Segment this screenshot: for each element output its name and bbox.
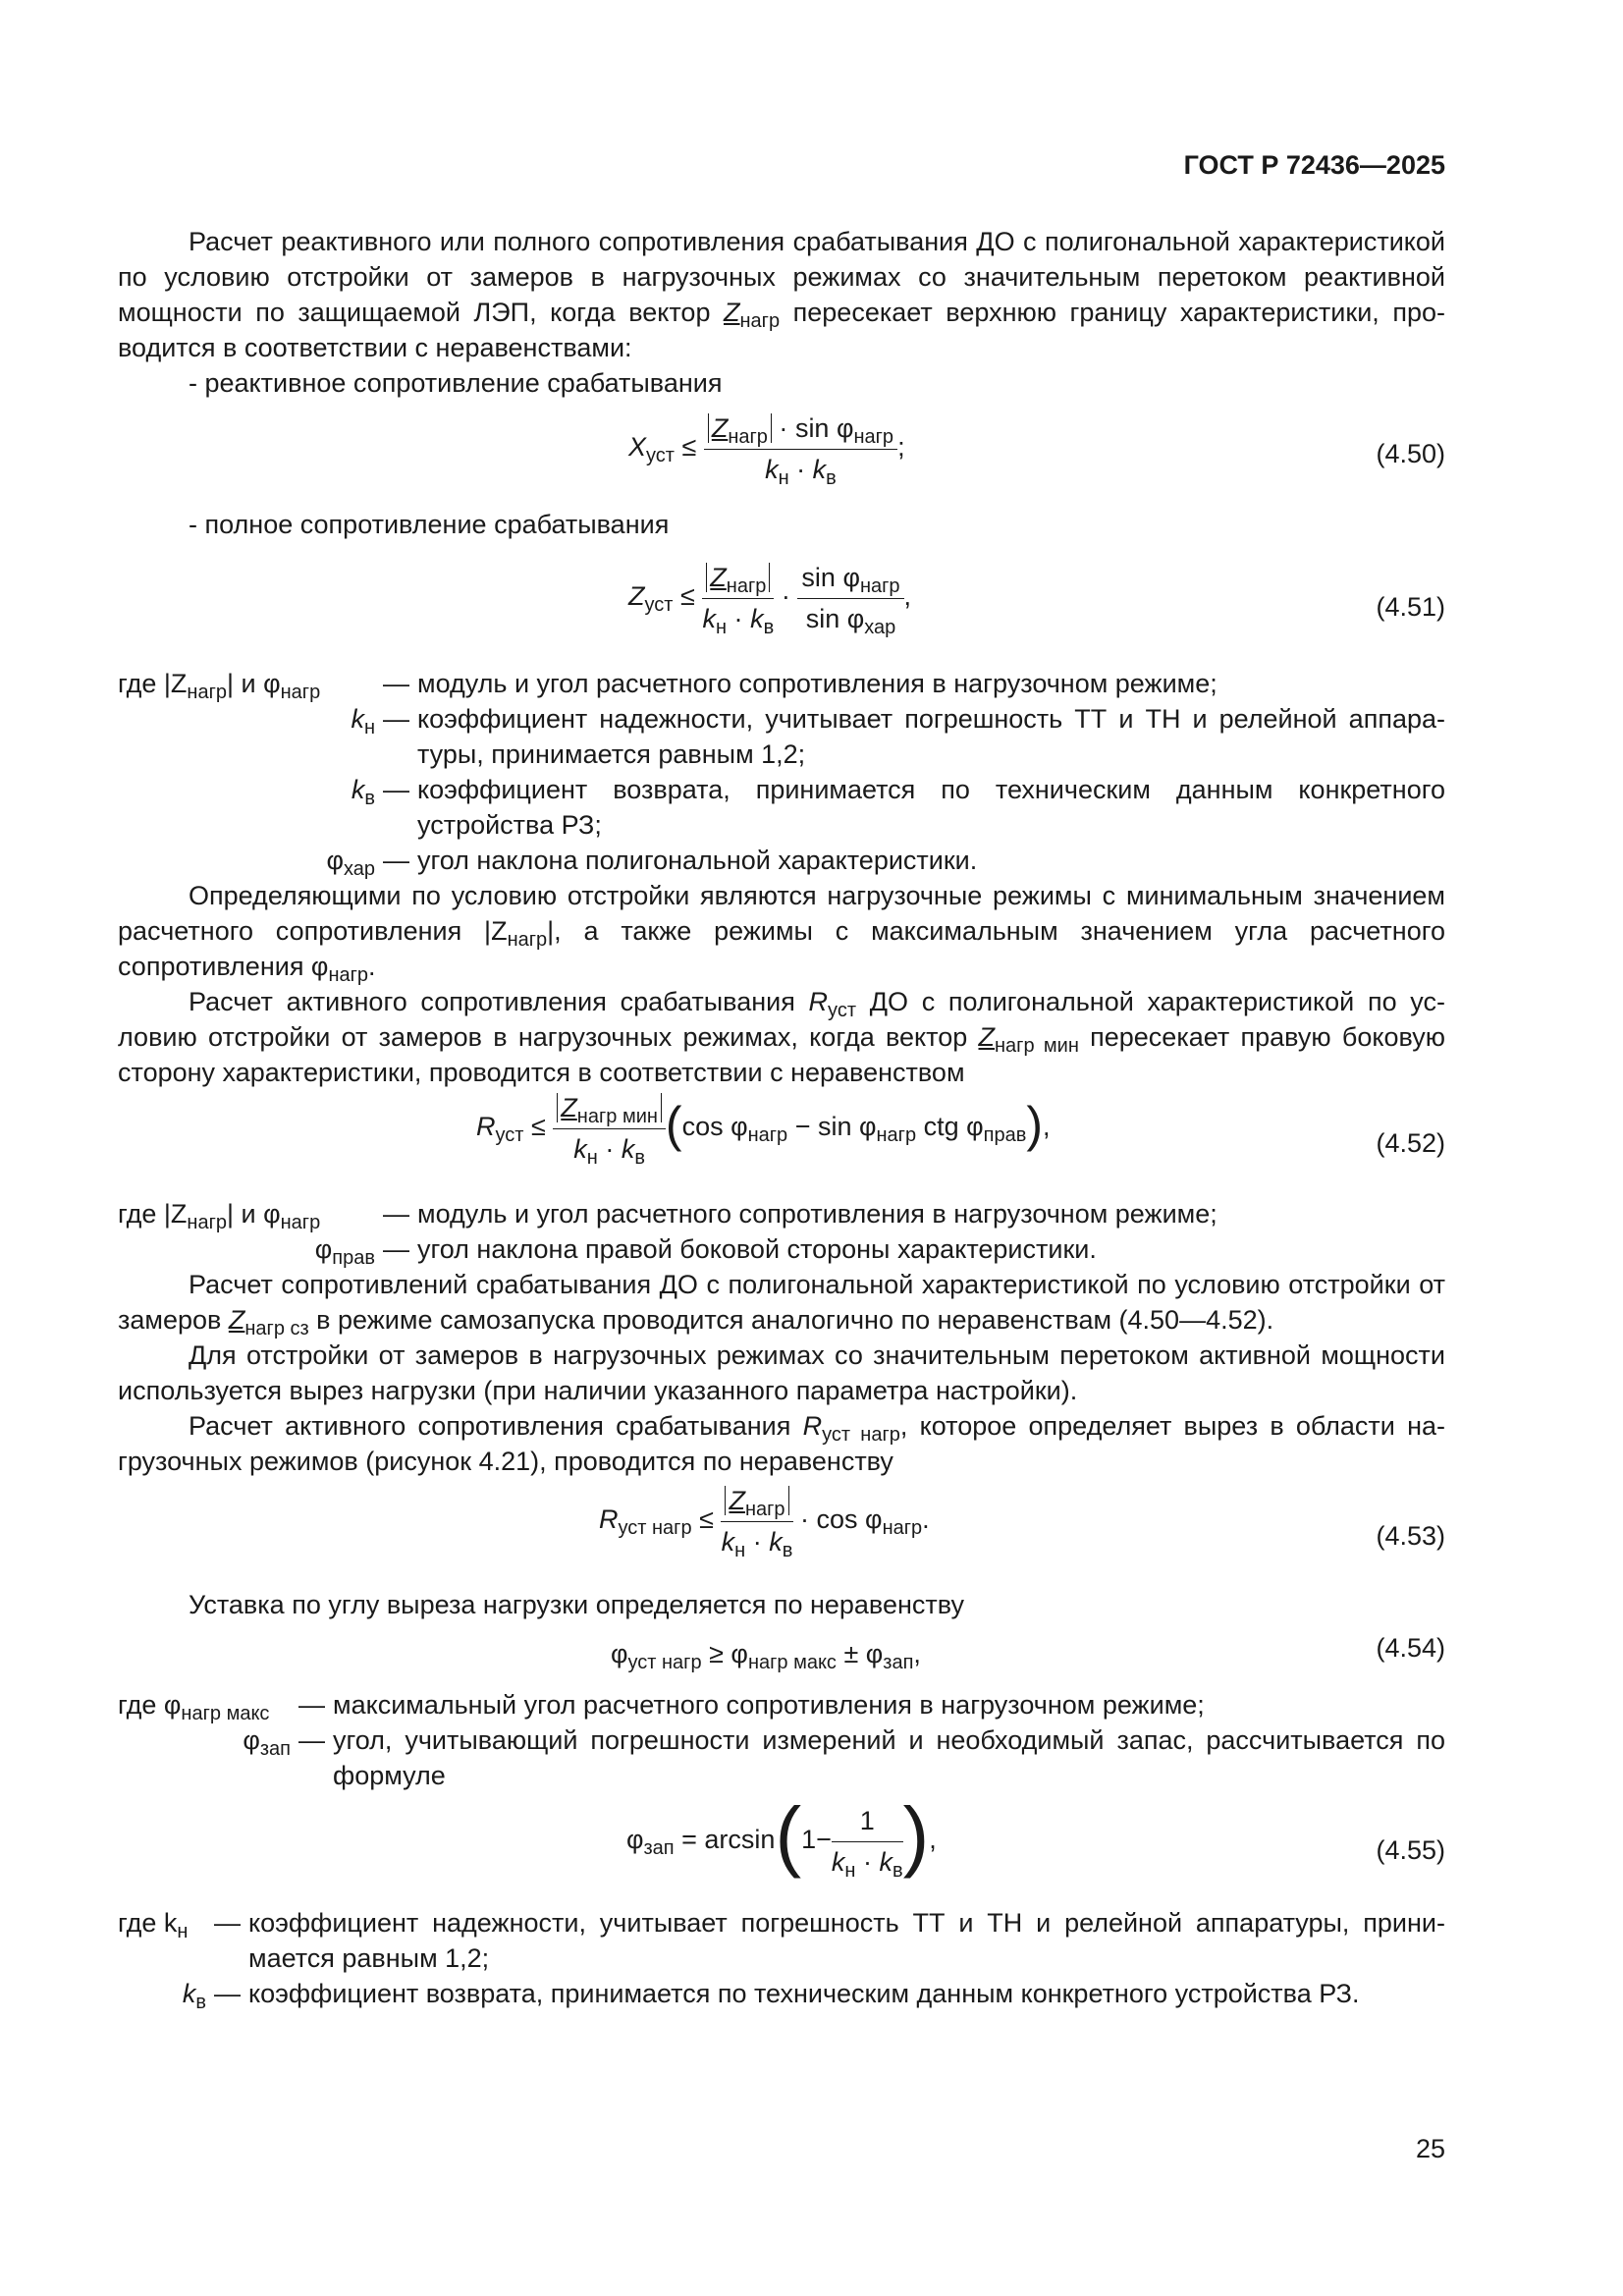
text-run: 1− [801, 1825, 832, 1855]
symbol: k [831, 1847, 845, 1877]
dash: — [298, 1690, 325, 1720]
denominator [704, 450, 897, 487]
subscript: зап [883, 1652, 914, 1673]
definition-row [118, 1231, 1445, 1267]
subscript: нагр [280, 682, 321, 703]
fraction [704, 410, 897, 487]
definition-row [118, 1976, 1445, 2011]
punctuation: , [929, 1825, 937, 1855]
fraction [832, 1803, 903, 1880]
symbol: k [351, 775, 365, 804]
symbol: φ [626, 1825, 644, 1855]
subscript: нагр [747, 1124, 788, 1147]
denominator [832, 1842, 903, 1880]
definition-term [118, 772, 375, 843]
definition-row [118, 1722, 1445, 1793]
text-run: где φ [118, 1690, 182, 1720]
symbol: k [769, 1527, 783, 1557]
numerator [553, 1090, 666, 1129]
subscript: в [826, 467, 837, 489]
text-run: пересекает верхнюю границу характеристики, проводится в соответствии с неравенствами: [118, 298, 1445, 362]
formula-number: (4.51) [1376, 592, 1445, 622]
symbol: X [628, 432, 647, 463]
subscript: н [177, 1921, 189, 1942]
symbol: k [879, 1847, 893, 1877]
text-run: Расчет сопротивлений срабатывания ДО с полигональной характеристикой по условию отстройки от замеров [118, 1270, 1445, 1335]
subscript: уст [644, 594, 674, 617]
numerator: 1 [832, 1803, 903, 1842]
definition-term [118, 1687, 291, 1722]
definition-text: угол наклона полигональной характеристики. [417, 846, 978, 875]
subscript: нагр сз [244, 1318, 309, 1339]
bracket: ) [1026, 1097, 1043, 1153]
subscript: нагр [507, 929, 548, 951]
definition-row [118, 666, 1445, 701]
symbol: φ [243, 1725, 260, 1755]
denominator [553, 1129, 666, 1167]
definition-text: модуль и угол расчетного сопротивления в нагрузочном режиме; [417, 1199, 1217, 1229]
paragraph-text: Уставка по углу выреза нагрузки определяется по неравенству [189, 1590, 965, 1619]
subscript: нагр [328, 964, 369, 986]
subscript: н [778, 467, 789, 489]
modulus [708, 413, 772, 448]
definition-text: коэффициент возврата, принимается по техническим данным конкретного устройства РЗ; [417, 775, 1445, 840]
function: ctg φ [916, 1112, 984, 1142]
definition-row [118, 1196, 1445, 1231]
numerator [797, 560, 903, 599]
modulus [557, 1093, 662, 1127]
operator: · [733, 604, 743, 633]
subscript: прав [983, 1124, 1027, 1147]
paragraph-item2 [118, 507, 1445, 542]
symbol: φ [326, 846, 344, 875]
function: sin φ [794, 413, 854, 443]
punctuation: . [368, 952, 376, 981]
dash: — [383, 846, 409, 875]
subscript: зап [643, 1837, 675, 1860]
definition-term [118, 843, 375, 878]
punctuation: , [1042, 1112, 1051, 1142]
subscript: уст нагр [822, 1424, 900, 1446]
formula-4-53 [118, 1483, 1445, 1581]
definition-row [118, 1687, 1445, 1722]
text-run: | и φ [227, 669, 281, 698]
definition-row [118, 772, 1445, 843]
subscript: зап [259, 1738, 291, 1760]
bracket: ( [665, 1097, 682, 1153]
definition-term [118, 701, 375, 772]
subscript: в [892, 1860, 903, 1882]
operator: − [787, 1112, 818, 1142]
text-run: Определяющими по условию отстройки являются нагрузочные режимы с минимальным значением расчетного сопротивления |Z [118, 881, 1445, 946]
dash: — [383, 1199, 409, 1229]
subscript: н [586, 1147, 598, 1169]
vector-symbol: Z [724, 298, 740, 327]
formula-number: (4.55) [1376, 1835, 1445, 1865]
dash: — [214, 1908, 241, 1938]
definition-term [118, 1976, 206, 2011]
subscript: хар [864, 617, 896, 638]
paragraph-text [118, 878, 1445, 984]
operator: · [862, 1847, 872, 1877]
subscript: нагр [280, 1212, 321, 1233]
symbol: k [182, 1979, 196, 2008]
function: cos φ [681, 1112, 748, 1142]
definition-row [118, 701, 1445, 772]
definition-term [118, 1722, 291, 1793]
relation: ≤ [681, 432, 697, 463]
text-run: | и φ [227, 1199, 281, 1229]
definition-text: модуль и угол расчетного сопротивления в нагрузочном режиме; [417, 669, 1217, 698]
symbol: R [802, 1411, 823, 1441]
list-item: - реактивное сопротивление срабатывания [189, 368, 723, 398]
definition-text: угол, учитывающий погрешности измерений и необходимый запас, рассчитывается по формуле [333, 1725, 1445, 1790]
symbol: φ [314, 1234, 333, 1264]
page-number: 25 [1415, 2134, 1445, 2163]
dash: — [214, 1979, 241, 2008]
formula-4-54 [118, 1630, 1445, 1679]
vector-symbol: Z [729, 1486, 745, 1515]
subscript: н [715, 617, 728, 638]
dash: — [383, 704, 409, 734]
relation: ≤ [699, 1504, 714, 1535]
subscript: нагр [859, 575, 900, 597]
subscript: уст нагр [627, 1652, 702, 1673]
subscript: в [782, 1540, 793, 1561]
text-run: Расчет активного сопротивления срабатывания [189, 987, 809, 1016]
subscript: нагр [726, 575, 767, 597]
document-header: ГОСТ Р 72436—2025 [1183, 150, 1445, 180]
symbol: k [573, 1134, 587, 1164]
definitions-4 [118, 1905, 1445, 2011]
subscript: н [734, 1540, 746, 1561]
definition-term [118, 1231, 375, 1267]
definition-text: коэффициент надежности, учитывает погрешность ТТ и ТН и релейной аппаратуры, принимается равным 1,2; [248, 1908, 1445, 1973]
definition-text: максимальный угол расчетного сопротивления в нагрузочном режиме; [333, 1690, 1205, 1720]
operator: · [796, 455, 806, 484]
subscript: в [763, 617, 775, 638]
subscript: в [195, 1992, 206, 2013]
symbol: Z [628, 581, 645, 612]
paragraph-7 [118, 1587, 1445, 1622]
relation: ≥ φ [701, 1639, 748, 1668]
subscript: уст [495, 1124, 524, 1147]
paragraph-1 [118, 224, 1445, 401]
vector-symbol: Z [228, 1305, 245, 1335]
subscript: нагр [728, 426, 768, 448]
text-run: в режиме самозапуска проводится аналогично по неравенствам (4.50—4.52). [308, 1305, 1274, 1335]
punctuation: , [913, 1639, 921, 1668]
symbol: R [476, 1112, 496, 1142]
symbol: k [621, 1134, 635, 1164]
numerator [704, 410, 897, 450]
formula-4-51 [118, 560, 1445, 658]
symbol: R [808, 987, 829, 1016]
fraction [553, 1090, 666, 1167]
symbol: k [702, 604, 716, 633]
operator: · [752, 1527, 762, 1557]
function: sin φ [801, 563, 860, 592]
subscript: нагр [853, 426, 894, 448]
modulus [725, 1486, 788, 1520]
formula-4-50 [118, 410, 1445, 509]
paragraph-text [118, 1267, 1445, 1338]
denominator [721, 1522, 792, 1559]
formula-body [599, 1483, 930, 1559]
definition-text: угол наклона правой боковой стороны характеристики. [417, 1234, 1097, 1264]
text-run: , которое определяет вырез в области нагрузочных режимов (рисунок 4.21), проводится по неравенству [118, 1411, 1446, 1476]
function: sin φ [805, 604, 865, 633]
definition-row [118, 843, 1445, 878]
text-run: где k [118, 1908, 178, 1938]
subscript: н [363, 717, 375, 738]
subscript: нагр [744, 1499, 785, 1520]
formula-number: (4.50) [1376, 439, 1445, 468]
subscript: уст [828, 1000, 856, 1021]
text-run: пересекает правую боковую сторону характеристики, проводится в соответствии с неравенством [118, 1022, 1445, 1087]
operator: · [605, 1134, 615, 1164]
dash: — [383, 775, 409, 804]
subscript: нагр мин [576, 1106, 658, 1127]
formula-body [628, 560, 911, 636]
definition-term [118, 666, 375, 701]
operator: · [781, 581, 790, 612]
subscript: нагр макс [181, 1703, 270, 1724]
definition-term [118, 1905, 206, 1976]
fraction [721, 1483, 792, 1559]
text-run: где |Z [118, 669, 188, 698]
subscript: в [634, 1147, 645, 1169]
text-run: Расчет активного сопротивления срабатывания [189, 1411, 803, 1441]
formula-number: (4.54) [1376, 1633, 1445, 1663]
symbol: k [721, 1527, 735, 1557]
dash: — [383, 669, 409, 698]
subscript: хар [343, 858, 375, 880]
paragraph-text: Для отстройки от замеров в нагрузочных режимах со значительным перетоком активной мощности используется вырез нагрузки (при наличии указанного параметра настройки). [118, 1340, 1445, 1405]
subscript: уст нагр [618, 1517, 692, 1540]
subscript: нагр [187, 1212, 228, 1233]
fraction [797, 560, 903, 636]
definition-text: коэффициент надежности, учитывает погрешность ТТ и ТН и релейной аппаратуры, принимается равным 1,2; [417, 704, 1445, 769]
symbol: k [765, 455, 779, 484]
numerator [721, 1483, 792, 1522]
subscript: нагр макс [747, 1652, 837, 1673]
punctuation: , [903, 581, 912, 612]
formula-body [611, 1636, 921, 1671]
fraction [702, 560, 774, 636]
paragraph-text [118, 984, 1445, 1090]
text-run: где |Z [118, 1199, 188, 1229]
subscript: нагр [882, 1517, 923, 1540]
modulus [706, 563, 770, 597]
paragraph-text [118, 1408, 1445, 1479]
formula-body [476, 1090, 1051, 1167]
subscript: нагр [876, 1124, 917, 1147]
symbol: k [812, 455, 827, 484]
formula-body [626, 1791, 937, 1882]
paragraph-2 [118, 878, 1445, 1090]
punctuation: . [922, 1504, 930, 1535]
denominator [702, 599, 774, 636]
vector-symbol: Z [561, 1093, 577, 1122]
formula-number: (4.52) [1376, 1128, 1445, 1158]
bracket: ( [775, 1791, 802, 1880]
dash: — [383, 1234, 409, 1264]
symbol: R [599, 1504, 619, 1535]
symbol: k [750, 604, 764, 633]
paragraph-text [118, 224, 1445, 365]
function: = arcsin [674, 1825, 776, 1855]
definition-term [118, 1196, 375, 1231]
punctuation: ; [897, 432, 905, 463]
vector-symbol: Z [711, 413, 729, 443]
formula-number: (4.53) [1376, 1521, 1445, 1551]
definitions-3 [118, 1687, 1445, 1793]
vector-symbol: Z [978, 1022, 995, 1052]
subscript: в [364, 788, 375, 809]
operator: ± φ [836, 1639, 884, 1668]
text-run: ДО с полигональной характеристикой по условию отстройки от замеров в нагрузочных режимах, когда вектор [118, 987, 1445, 1052]
definition-text: коэффициент возврата, принимается по техническим данным конкретного устройства РЗ. [248, 1979, 1360, 2008]
text-run: |, а также режимы с максимальным значением угла расчетного сопротивления φ [118, 916, 1445, 981]
function: sin φ [817, 1112, 877, 1142]
relation: ≤ [679, 581, 695, 612]
paragraph-4 [118, 1267, 1445, 1479]
numerator [702, 560, 774, 599]
formula-4-55 [118, 1791, 1445, 1901]
denominator [797, 599, 903, 636]
relation: ≤ [530, 1112, 546, 1142]
formula-4-52 [118, 1090, 1445, 1188]
symbol: φ [611, 1639, 628, 1668]
subscript: уст [646, 445, 675, 467]
function: · cos φ [800, 1504, 883, 1535]
subscript: нагр [187, 682, 228, 703]
subscript: н [844, 1860, 856, 1882]
definitions-1 [118, 666, 1445, 878]
subscript: нагр [739, 310, 781, 332]
bracket: ) [902, 1791, 930, 1880]
definition-row [118, 1905, 1445, 1976]
symbol: k [351, 704, 364, 734]
list-item: - полное сопротивление срабатывания [189, 510, 670, 539]
vector-symbol: Z [710, 563, 727, 592]
operator: · [779, 413, 788, 443]
text-run: Расчет реактивного или полного сопротивления срабатывания ДО с полигональной характеристикой по условию отстройки от замеров в нагрузочных режимах со значительным перетоком реактивной мощности по защищаемой ЛЭП, когда вектор [118, 227, 1445, 327]
dash: — [298, 1725, 325, 1755]
formula-body [628, 410, 905, 487]
definitions-2 [118, 1196, 1445, 1267]
subscript: нагр мин [995, 1035, 1079, 1057]
subscript: прав [332, 1247, 375, 1269]
